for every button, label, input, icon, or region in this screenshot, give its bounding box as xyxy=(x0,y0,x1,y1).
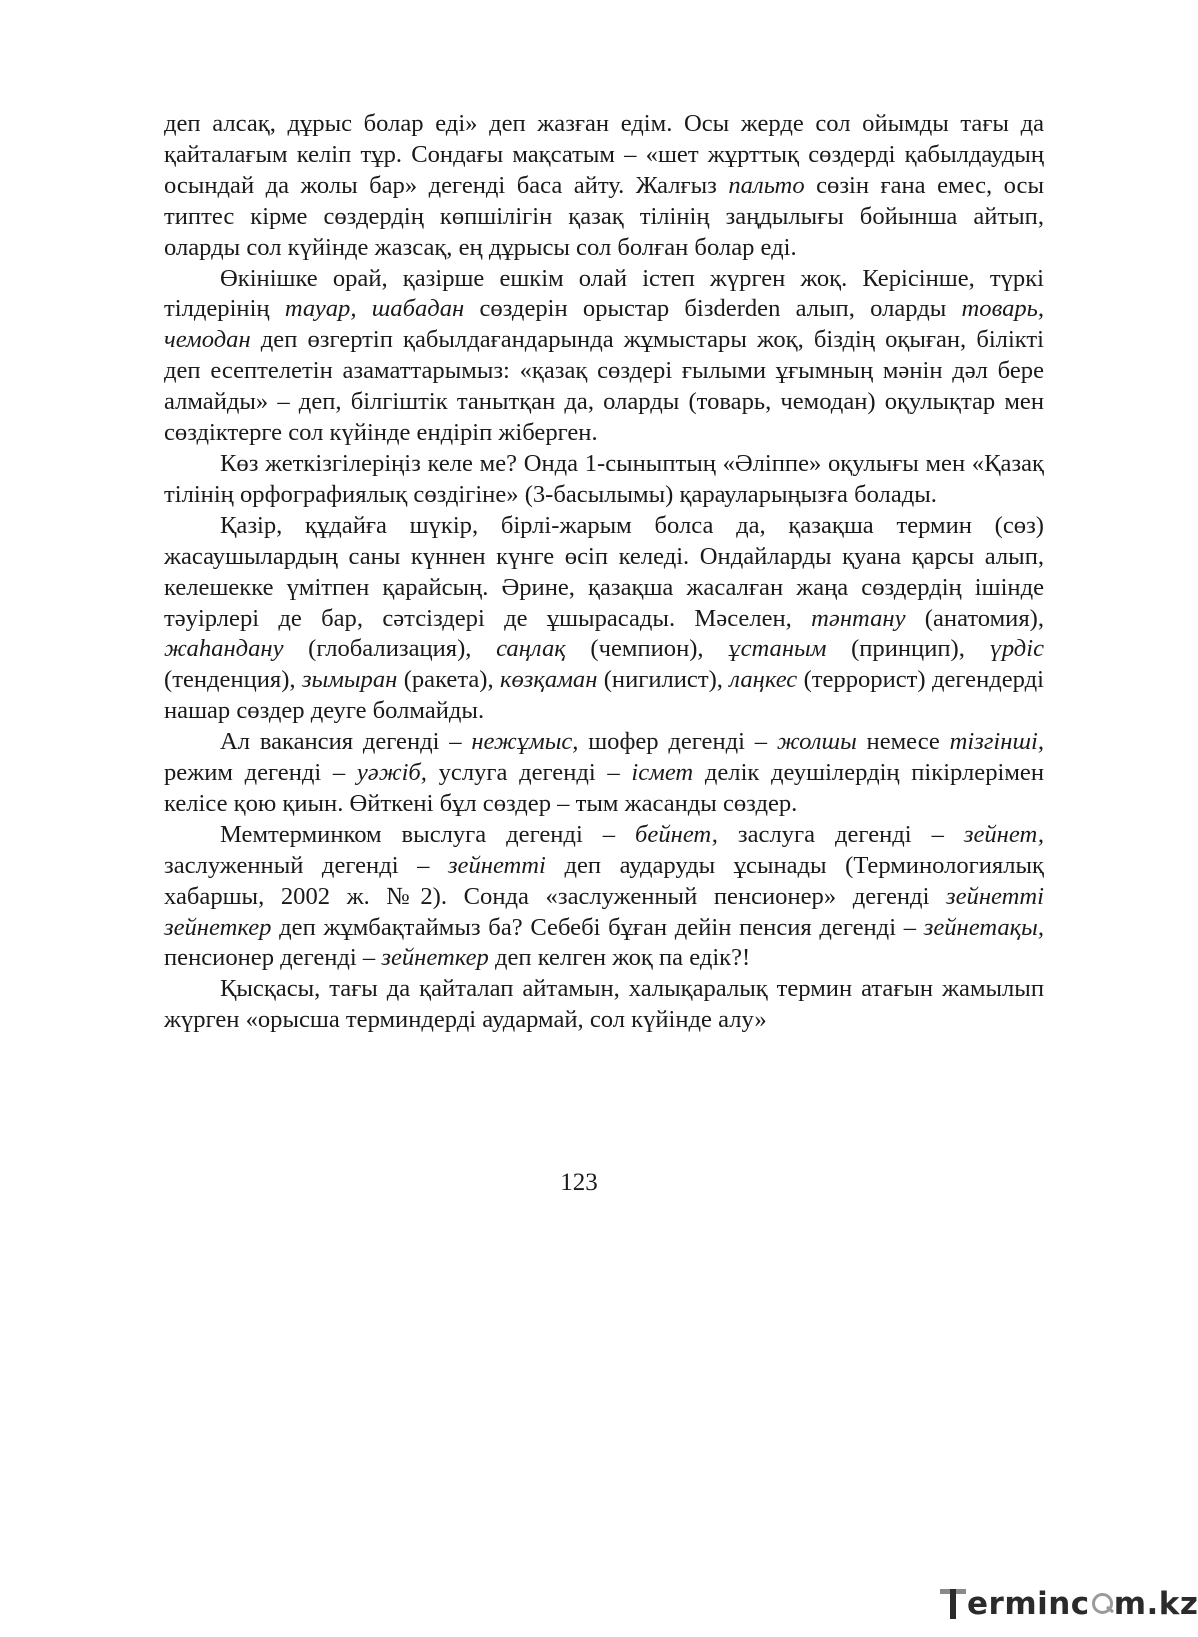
text-run: (чемпион), xyxy=(565,635,729,663)
italic-term: нежұмыс, xyxy=(471,728,579,756)
logo-t-icon xyxy=(940,1587,966,1621)
paragraph xyxy=(164,264,1044,449)
text-run: деп өзгертіп қабылдағандарында жұмыстары жоқ, біздің оқыған, білікті деп есептелетін азаматтарымыз: «қазақ сөздері ғылыми ұғымның мәнін дәл бере алмайды» – деп, білгіштік танытқан да, оларды (товарь, чемодан) оқулықтар мен сөздіктерге сол күйінде ендіріп жіберген. xyxy=(164,326,1044,447)
text-run: Мемтерминком выслуга дегенді – xyxy=(220,820,636,848)
italic-term: тәнтану xyxy=(811,604,906,632)
italic-term: пальто xyxy=(728,171,805,199)
italic-term: зейнетті xyxy=(447,851,546,879)
text-run: (глобализация), xyxy=(283,635,497,663)
text-run: услуга дегенді – xyxy=(426,759,632,787)
watermark-middle: erminc xyxy=(967,1586,1090,1622)
italic-term: зымыран xyxy=(301,666,398,694)
text-run: заслуженный дегенді – xyxy=(164,851,448,879)
italic-term: товарь, чемодан xyxy=(164,295,1045,354)
text-run: (принцип), xyxy=(826,635,990,663)
text-run: (тенденция), xyxy=(164,666,302,694)
text-run: Өкінішке орай, қазірше ешкім олай істеп жүрген жоқ. Керісінше, түркі тілдерінің xyxy=(164,264,1044,323)
italic-term: зейнетақы, xyxy=(923,913,1044,941)
text-run: Қысқасы, тағы да қайталап айтамын, халықаралық термин атағын жамылып жүрген «орысша терминдерді аудармай, сол күйінде алу» xyxy=(164,975,1044,1034)
text-run: Көз жеткізгілеріңіз келе ме? Онда 1-сыныптың «Әліппе» оқулығы мен «Қазақ тілінің орфографиялық сөздігіне» (3-басылымы) қарауларыңызға болады. xyxy=(164,449,1044,508)
italic-term: көзқаман xyxy=(500,666,598,694)
text-run: (анатомия), xyxy=(905,604,1044,632)
italic-term: саңлақ xyxy=(496,635,566,663)
italic-term: тізгінші, xyxy=(949,728,1044,756)
text-run: пенсионер дегенді – xyxy=(164,944,382,972)
text-run: (ракета), xyxy=(397,666,500,694)
text-run: деп жұмбақтаймыз ба? Себебі бұған дейін пенсия дегенді – xyxy=(271,913,924,941)
italic-term: тауар, шабадан xyxy=(284,295,465,323)
text-run: делік деушілердің пікірлерімен келісе қою қиын. Өйткені бұл сөздер – тым жасанды сөздер. xyxy=(164,759,1044,817)
italic-term: зейнет, xyxy=(963,820,1044,848)
paragraph xyxy=(164,109,1044,264)
text-run: деп алсақ, дұрыс болар еді» деп жазған едім. Осы жерде сол ойымды тағы да қайталағым келіп тұр. Сондағы мақсатым – «шет жұрттық сөздерді қабылдаудың осындай да жолы бар» дегенді баса айту. Жалғыз xyxy=(164,110,1044,199)
text-run: (террорист) дегендерді нашар сөздер деуге болмайды. xyxy=(164,666,1044,725)
watermark-suffix: m.kz xyxy=(1113,1586,1198,1622)
italic-term: зейнеткер xyxy=(381,944,489,972)
text-run: немесе xyxy=(856,728,950,756)
italic-term: зейнетті зейнеткер xyxy=(164,882,1044,941)
text-run: (нигилист), xyxy=(597,666,730,694)
italic-term: уәжіб, xyxy=(356,759,427,787)
paragraph xyxy=(164,974,1044,1036)
italic-term: лаңкес xyxy=(729,666,798,694)
termincom-watermark-logo xyxy=(940,1582,1198,1626)
page-number: 123 xyxy=(560,1169,598,1196)
text-run: деп аударуды ұсынады (Терминологиялық хабаршы, 2002 ж. №2). Сонда «заслуженный пенсионер» дегенді xyxy=(164,851,1044,910)
text-run: шофер дегенді – xyxy=(578,728,777,756)
italic-term: ісмет xyxy=(631,759,694,787)
text-run: заслуга дегенді – xyxy=(717,820,964,848)
paragraph xyxy=(164,449,1044,511)
italic-term: ұстаным xyxy=(728,635,827,663)
paragraph xyxy=(164,820,1044,975)
text-body xyxy=(164,109,1044,1036)
text-run: режим дегенді – xyxy=(164,759,357,787)
text-run: Қазір, құдайға шүкір, бірлі-жарым болса да, қазақша термин (сөз) жасаушылардың саны күннен күнге өсіп келеді. Ондайларды қуана қарсы алып, келешекке үмітпен қарайсың. Әрине, қазақша жасалған жаңа сөздердің ішінде тәуірлері де бар, сәтсіздері де ұшырасады. Мәселен, xyxy=(164,511,1044,632)
italic-term: жолшы xyxy=(776,728,857,756)
paragraph xyxy=(164,727,1044,820)
text-run: сөздерін орыстар бізderden алып, оларды xyxy=(464,295,962,323)
italic-term: бейнет, xyxy=(635,820,718,848)
logo-magnifier-icon xyxy=(1091,1592,1113,1616)
text-run: сөзін ғана емес, осы типтес кірме сөздердің көпшілігін қазақ тілінің заңдылығы бойынша айтып, оларды сол күйінде жазсақ, ең дұрысы сол болған болар еді. xyxy=(164,171,1044,261)
italic-term: жаһандану xyxy=(164,635,284,663)
page-body xyxy=(164,109,1044,1036)
text-run: Ал вакансия дегенді – xyxy=(220,728,472,756)
italic-term: үрдіс xyxy=(989,635,1044,663)
paragraph xyxy=(164,511,1044,727)
text-run: деп келген жоқ па едік?! xyxy=(488,944,751,972)
